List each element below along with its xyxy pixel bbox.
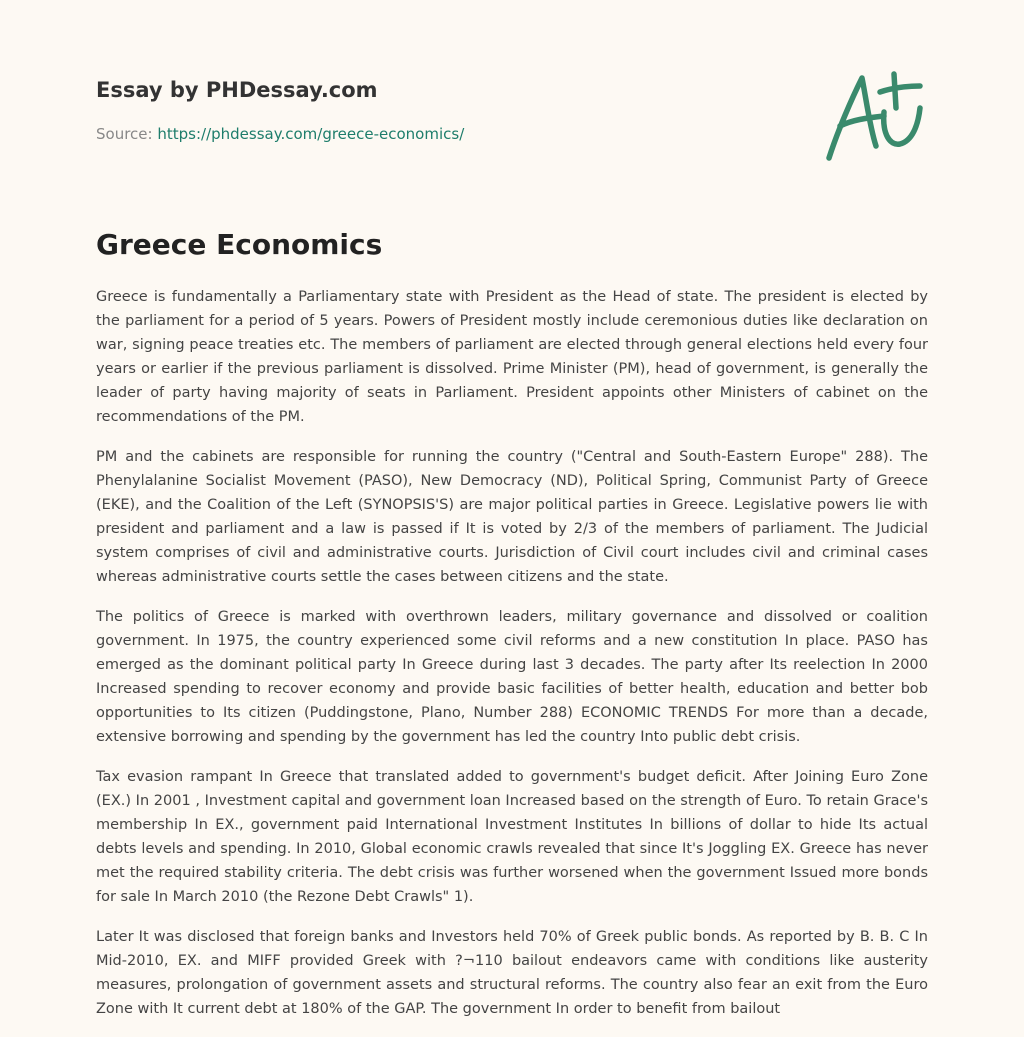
a-plus-logo [826,68,926,164]
paragraph: Later It was disclosed that foreign banks and Investors held 70% of Greek public bonds. As reported by B. B. C In Mid-2010, EX. and MIFF provided Greek with ?¬110 bailout endeavors came with conditions like austerity measures, prolongation of government assets and structural reforms. The country also fear an exit from the Euro Zone with It current debt at 180% of the GAP. The government In order to benefit from bailout [96,929,928,1017]
paragraph: Greece is fundamentally a Parliamentary state with President as the Head of state. The president is elected by the parliament for a period of 5 years. Powers of President mostly include ceremonious duties like declaration on war, signing peace treaties etc. The members of parliament are elected through general elections held every four years or earlier if the previous parliament is dissolved. Prime Minister (PM), head of government, is generally the leader of party having majority of seats in Parliament. President appoints other Ministers of cabinet on the recommendations of the PM. [96,289,928,425]
site-title: Essay by PHDessay.com [96,78,378,102]
source-link[interactable]: https://phdessay.com/greece-economics/ [157,125,465,143]
source-line [96,124,464,144]
essay-body [96,285,928,1037]
paragraph: Tax evasion rampant In Greece that translated added to government's budget deficit. After Joining Euro Zone (EX.) In 2001 , Investment capital and government loan Increased based on the strength of Euro. To retain Grace's membership In EX., government paid International Investment Institutes In billions of dollar to hide Its actual debts levels and spending. In 2010, Global economic crawls revealed that since It's Joggling EX. Greece has never met the required stability criteria. The debt crisis was further worsened when the government Issued more bonds for sale In March 2010 (the Rezone Debt Crawls" 1). [96,769,928,905]
paragraph: The politics of Greece is marked with overthrown leaders, military governance and dissolved or coalition government. In 1975, the country experienced some civil reforms and a new constitution In place. PASO has emerged as the dominant political party In Greece during last 3 decades. The party after Its reelection In 2000 Increased spending to recover economy and provide basic facilities of better health, education and better bob opportunities to Its citizen (Puddingstone, Plano, Number 288) ECONOMIC TRENDS For more than a decade, extensive borrowing and spending by the government has led the country Into public debt crisis. [96,609,928,745]
essay-title: Greece Economics [96,228,383,261]
source-label: Source: [96,125,153,143]
paragraph: PM and the cabinets are responsible for running the country ("Central and South-Eastern Europe" 288). The Phenylalanine Socialist Movement (PASO), New Democracy (ND), Political Spring, Communist Party of Greece (EKE), and the Coalition of the Left (SYNOPSIS'S) are major political parties in Greece. Legislative powers lie with president and parliament and a law is passed if It is voted by 2/3 of the members of parliament. The Judicial system comprises of civil and administrative courts. Jurisdiction of Civil court includes civil and criminal cases whereas administrative courts settle the cases between citizens and the state. [96,449,928,585]
